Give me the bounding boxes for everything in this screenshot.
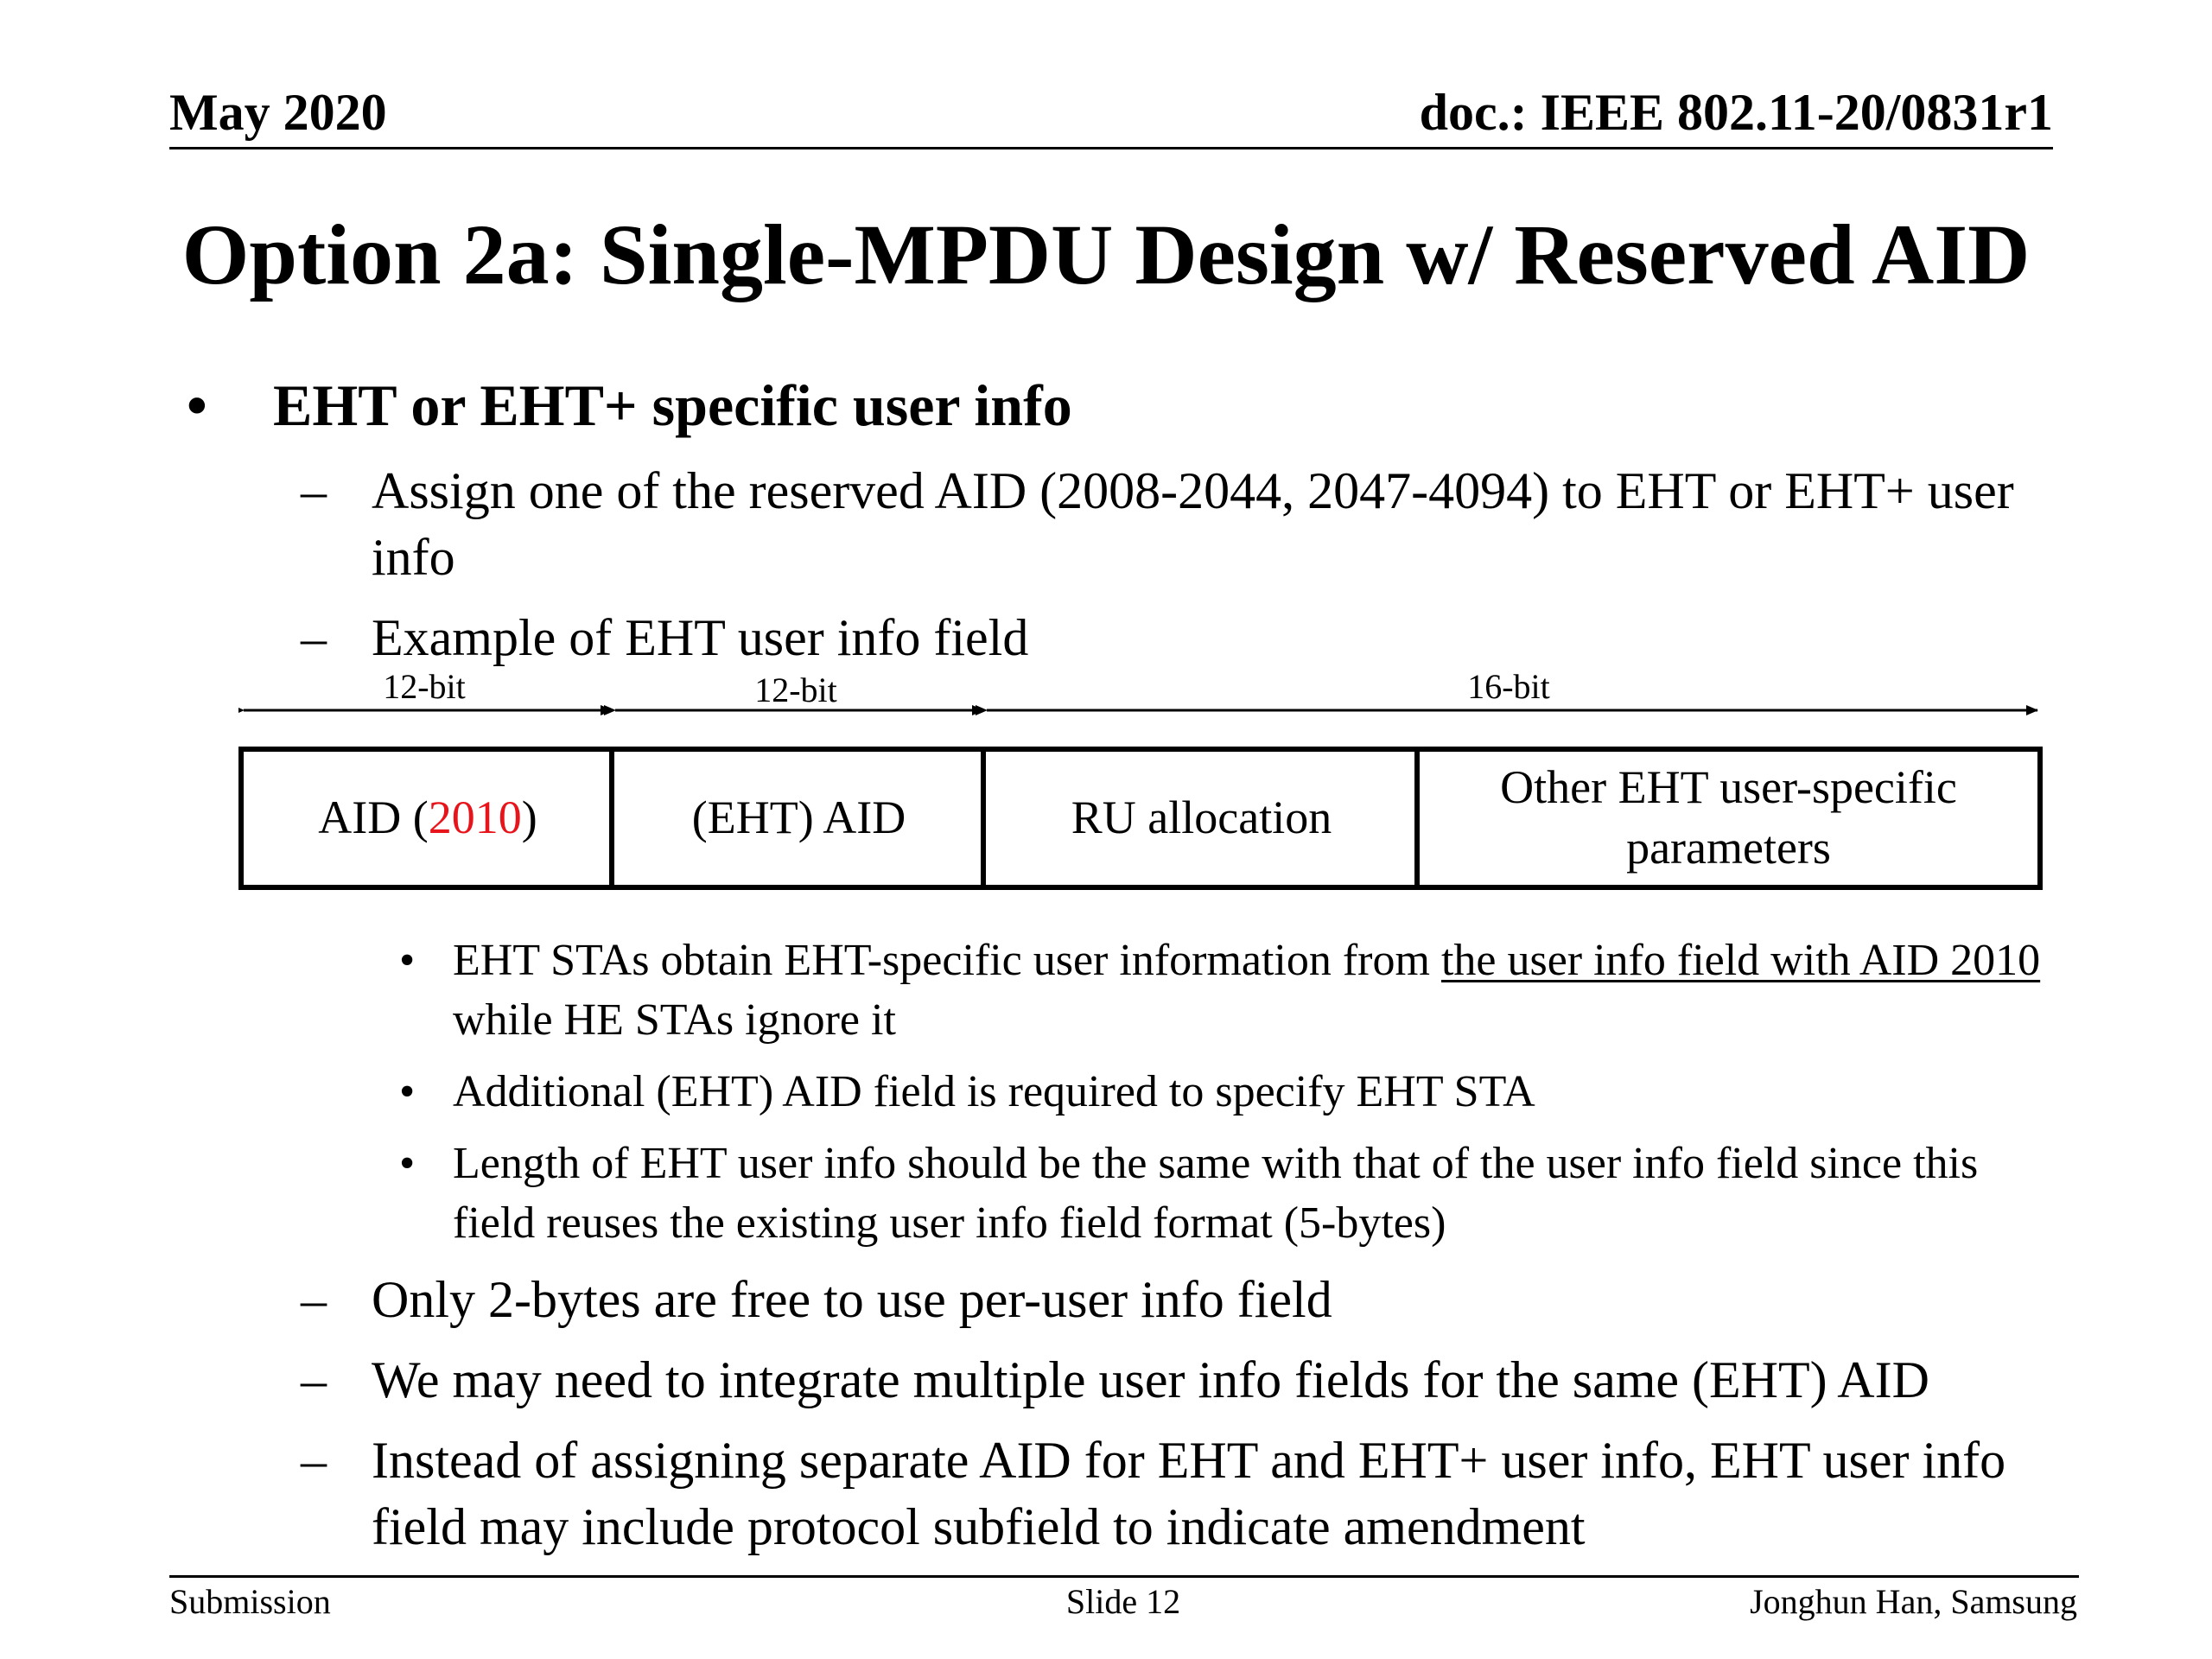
sub-bullet-example (301, 605, 2065, 671)
sub-bullet-text: Instead of assigning separate AID for EHT and EHT+ user info, EHT user info field may include protocol subfield to indicate amendment (372, 1432, 2006, 1555)
dot-marker: • (399, 1139, 416, 1188)
sub-bullet-text: Assign one of the reserved AID (2008-2044, 2047-4094) to EHT or EHT+ user info (372, 462, 2014, 586)
field-aid-suffix: ) (521, 791, 537, 843)
detail-bullet-additional-aid (399, 1063, 2060, 1122)
sub-bullet-text: We may need to integrate multiple user info fields for the same (EHT) AID (372, 1351, 1929, 1408)
sub-bullet-text: Only 2-bytes are free to use per-user info field (372, 1271, 1332, 1328)
sub-bullet-text: Example of EHT user info field (372, 609, 1029, 666)
dot-marker: • (399, 936, 416, 985)
main-bullet-text: EHT or EHT+ specific user info (273, 372, 1072, 438)
sub-bullet-protocol-subfield (301, 1427, 2065, 1560)
dash-marker: – (301, 1432, 327, 1489)
detail-text-underlined: the user info field with AID 2010 (1440, 936, 2041, 985)
field-eht-aid: (EHT) AID (691, 791, 906, 843)
dash-marker: – (301, 1271, 327, 1328)
sub-bullet-two-bytes (301, 1267, 2065, 1333)
main-bullet (187, 372, 1072, 438)
bit-label-eht-aid: 12-bit (754, 671, 837, 709)
footer-divider (169, 1575, 2079, 1578)
detail-text-before: EHT STAs obtain EHT-specific user information from (453, 936, 1441, 985)
user-info-field-diagram (238, 665, 2044, 899)
field-aid (244, 750, 612, 885)
header-date: May 2020 (169, 84, 387, 141)
bit-label-remaining: 16-bit (1467, 667, 1550, 706)
dash-marker: – (301, 609, 327, 666)
footer-slide-number: Slide 12 (1065, 1582, 1181, 1621)
field-ru-allocation: RU allocation (1071, 791, 1332, 843)
footer-submission: Submission (169, 1582, 331, 1621)
dot-marker: • (399, 1067, 416, 1116)
detail-text: Additional (EHT) AID field is required to specify EHT STA (453, 1067, 1535, 1116)
field-other-params: Other EHT user-specific parameters (1500, 760, 1957, 874)
sub-bullet-assign-aid (301, 458, 2065, 591)
dash-marker: – (301, 1351, 327, 1408)
detail-text: Length of EHT user info should be the same with that of the user info field since this field reuses the existing user info field format (5-bytes) (453, 1139, 1979, 1248)
dash-marker: – (301, 462, 327, 519)
detail-bullet-obtain (399, 931, 2060, 1050)
field-aid-value: 2010 (428, 791, 522, 843)
slide-title: Option 2a: Single-MPDU Design w/ Reserved AID (181, 207, 2031, 302)
header-divider (169, 147, 2053, 149)
footer-author: Jonghun Han, Samsung (1750, 1582, 2077, 1621)
bullet-marker: • (187, 372, 207, 438)
header-doc-id: doc.: IEEE 802.11-20/0831r1 (1419, 84, 2053, 141)
detail-text-after: while HE STAs ignore it (453, 995, 896, 1045)
field-aid-prefix: AID ( (318, 791, 429, 843)
detail-bullet-length (399, 1135, 2069, 1253)
bit-label-aid: 12-bit (383, 667, 466, 706)
sub-bullet-integrate (301, 1347, 2065, 1414)
